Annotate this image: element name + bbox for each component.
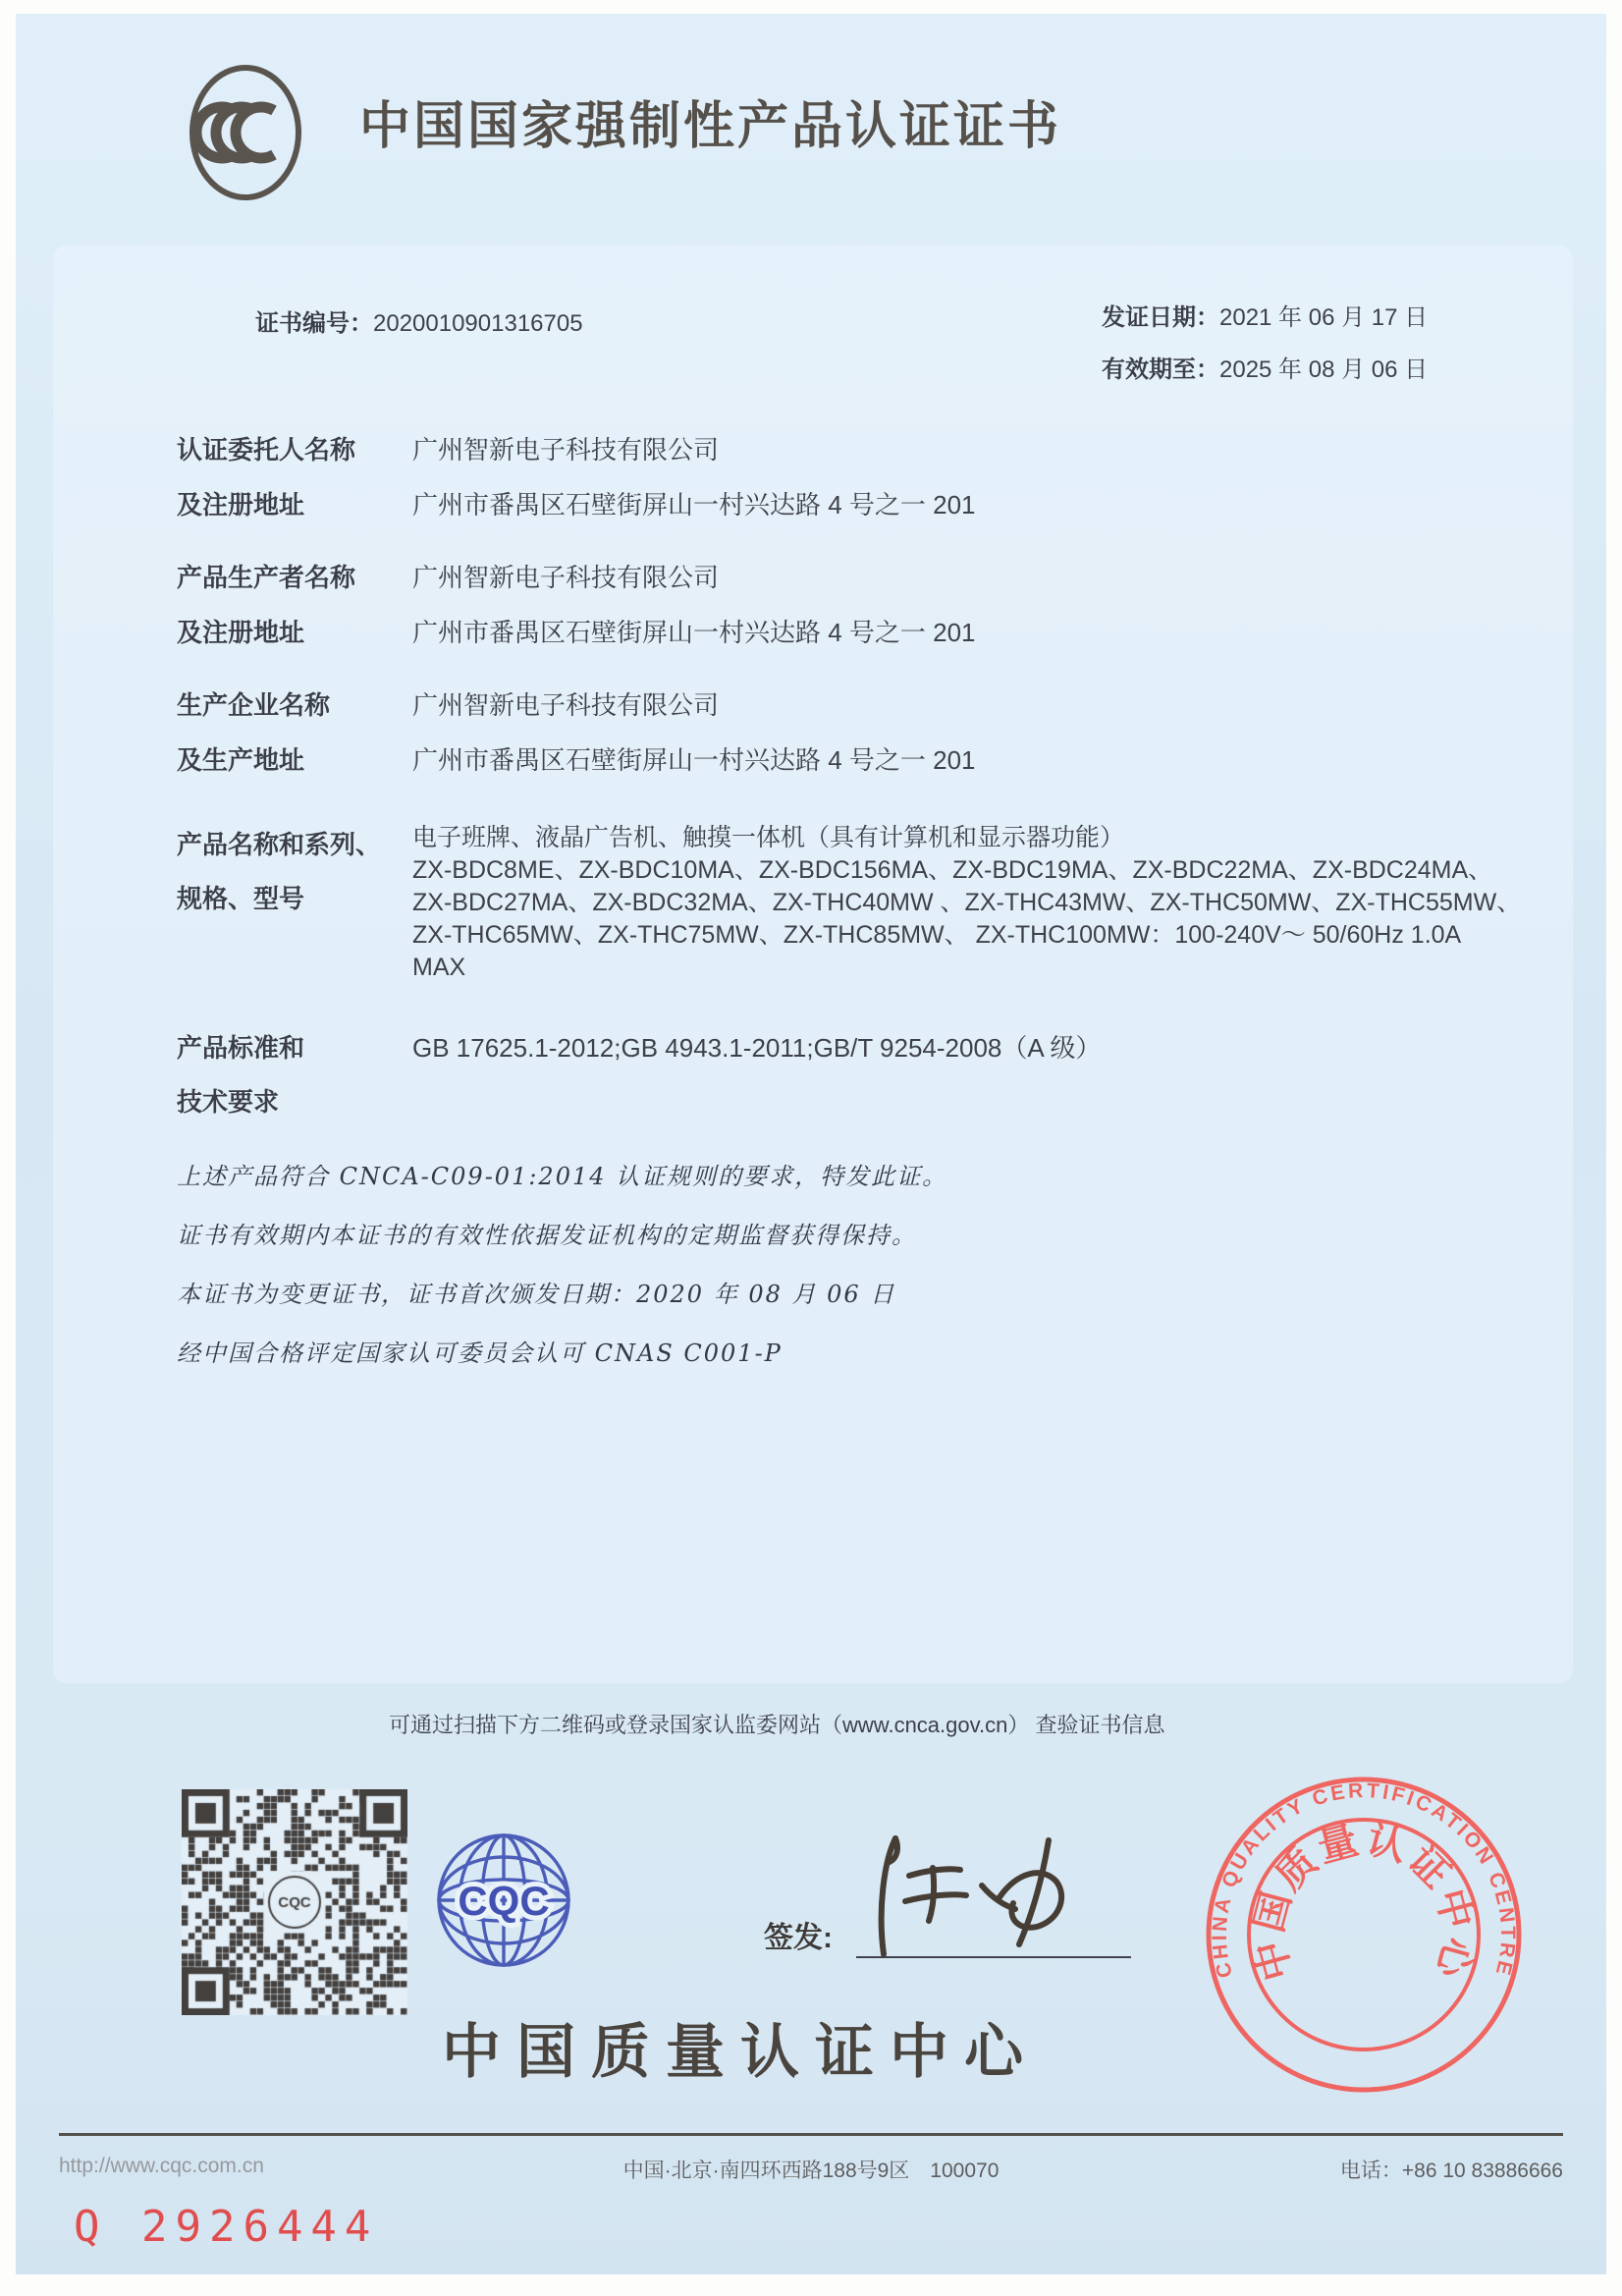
footer-phone: 电话：+86 10 83886666 <box>1339 2159 1563 2182</box>
applicant-name-row <box>177 430 719 466</box>
applicant-address-row <box>177 485 976 521</box>
footer-rule <box>59 2133 1563 2136</box>
sign-label: 签发: <box>764 1922 833 1954</box>
certificate-page <box>16 14 1606 2274</box>
cqc-globe-icon <box>432 1829 575 1972</box>
factory-name-value: 广州智新电子科技有限公司 <box>412 690 720 720</box>
manufacturer-address-value: 广州市番禺区石壁街屏山一村兴达路 4 号之一 201 <box>412 618 976 647</box>
valid-until-value: 2025 年 08 月 06 日 <box>1219 356 1429 383</box>
footer-url: http://www.cqc.com.cn <box>59 2155 264 2177</box>
cqc-logo-text: CQC <box>458 1878 550 1924</box>
cert-number-label: 证书编号： <box>255 310 373 337</box>
serial-number: Q 2926444 <box>74 2202 379 2252</box>
issuer-name: 中国质量认证中心 <box>442 2019 1039 2085</box>
standard-value: GB 17625.1-2012;GB 4943.1-2011;GB/T 9254-2008（A 级） <box>412 1033 1102 1063</box>
product-line: ZX-BDC27MA、ZX-BDC32MA、ZX-THC40MW 、ZX-THC43MW、ZX-THC50MW、ZX-THC55MW、 <box>412 889 1522 916</box>
ccc-mark-icon <box>187 61 304 204</box>
issue-date-row <box>1102 298 1428 332</box>
issue-date-value: 2021 年 06 月 17 日 <box>1219 304 1429 331</box>
manufacturer-name-label: 产品生产者名称 <box>177 563 356 592</box>
signature-icon <box>835 1827 1129 1974</box>
applicant-name-value: 广州智新电子科技有限公司 <box>412 435 720 465</box>
statement-line: 证书有效期内本证书的有效性依据发证机构的定期监督获得保持。 <box>177 1222 917 1249</box>
statement-line: 本证书为变更证书，证书首次颁发日期：2020 年 08 月 06 日 <box>177 1281 896 1308</box>
page-title: 中国国家强制性产品认证证书 <box>359 98 1062 155</box>
stamp-chinese-text: 中国质量认证中心 <box>1247 1818 1481 1986</box>
product-line: MAX <box>412 954 466 981</box>
cert-number-row <box>255 303 583 338</box>
factory-address-label: 及生产地址 <box>177 745 305 775</box>
product-line: ZX-THC65MW、ZX-THC75MW、ZX-THC85MW、 ZX-THC100MW：100-240V～ 50/60Hz 1.0A <box>412 921 1462 949</box>
cert-number-value: 2020010901316705 <box>373 310 583 337</box>
manufacturer-address-row <box>177 613 976 649</box>
factory-name-row <box>177 685 719 722</box>
footer-address: 中国·北京·南四环西路188号9区 100070 <box>622 2159 1000 2182</box>
manufacturer-name-row <box>177 558 719 594</box>
stamp-english-text: CHINA QUALITY CERTIFICATION CENTRE <box>1208 1778 1520 1981</box>
applicant-name-label: 认证委托人名称 <box>177 435 356 465</box>
issue-date-label: 发证日期： <box>1102 304 1219 331</box>
signature-underline <box>856 1956 1131 1958</box>
product-line: ZX-BDC8ME、ZX-BDC10MA、ZX-BDC156MA、ZX-BDC19MA、ZX-BDC22MA、ZX-BDC24MA、 <box>412 856 1493 884</box>
applicant-address-label: 及注册地址 <box>177 490 305 519</box>
standard-label-line2: 技术要求 <box>177 1087 280 1117</box>
manufacturer-address-label: 及注册地址 <box>177 618 305 647</box>
product-label-line2: 规格、型号 <box>177 884 305 913</box>
standard-label-line1: 产品标准和 <box>177 1033 305 1063</box>
qr-code-canvas <box>182 1789 407 2015</box>
valid-until-label: 有效期至： <box>1102 356 1219 383</box>
statement-line: 上述产品符合 CNCA-C09-01:2014 认证规则的要求，特发此证。 <box>177 1163 948 1190</box>
product-label-line1: 产品名称和系列、 <box>177 830 382 859</box>
red-stamp-icon <box>1197 1768 1531 2102</box>
product-model-lines <box>412 822 1521 984</box>
statement-line: 经中国合格评定国家认可委员会认可 CNAS C001-P <box>177 1339 783 1367</box>
factory-name-label: 生产企业名称 <box>177 690 331 720</box>
factory-address-value: 广州市番禺区石壁街屏山一村兴达路 4 号之一 201 <box>412 745 976 775</box>
manufacturer-name-value: 广州智新电子科技有限公司 <box>412 563 720 592</box>
applicant-address-value: 广州市番禺区石壁街屏山一村兴达路 4 号之一 201 <box>412 490 976 519</box>
product-line: 电子班牌、液晶广告机、触摸一体机（具有计算机和显示器功能） <box>412 824 1125 851</box>
qr-verify-note: 可通过扫描下方二维码或登录国家认监委网站（www.cnca.gov.cn） 查验证书信息 <box>389 1713 1165 1737</box>
svg-text:中国质量认证中心 <box>1247 1818 1480 1985</box>
valid-until-row <box>1102 350 1428 384</box>
qr-code <box>182 1789 407 2020</box>
factory-address-row <box>177 740 976 777</box>
